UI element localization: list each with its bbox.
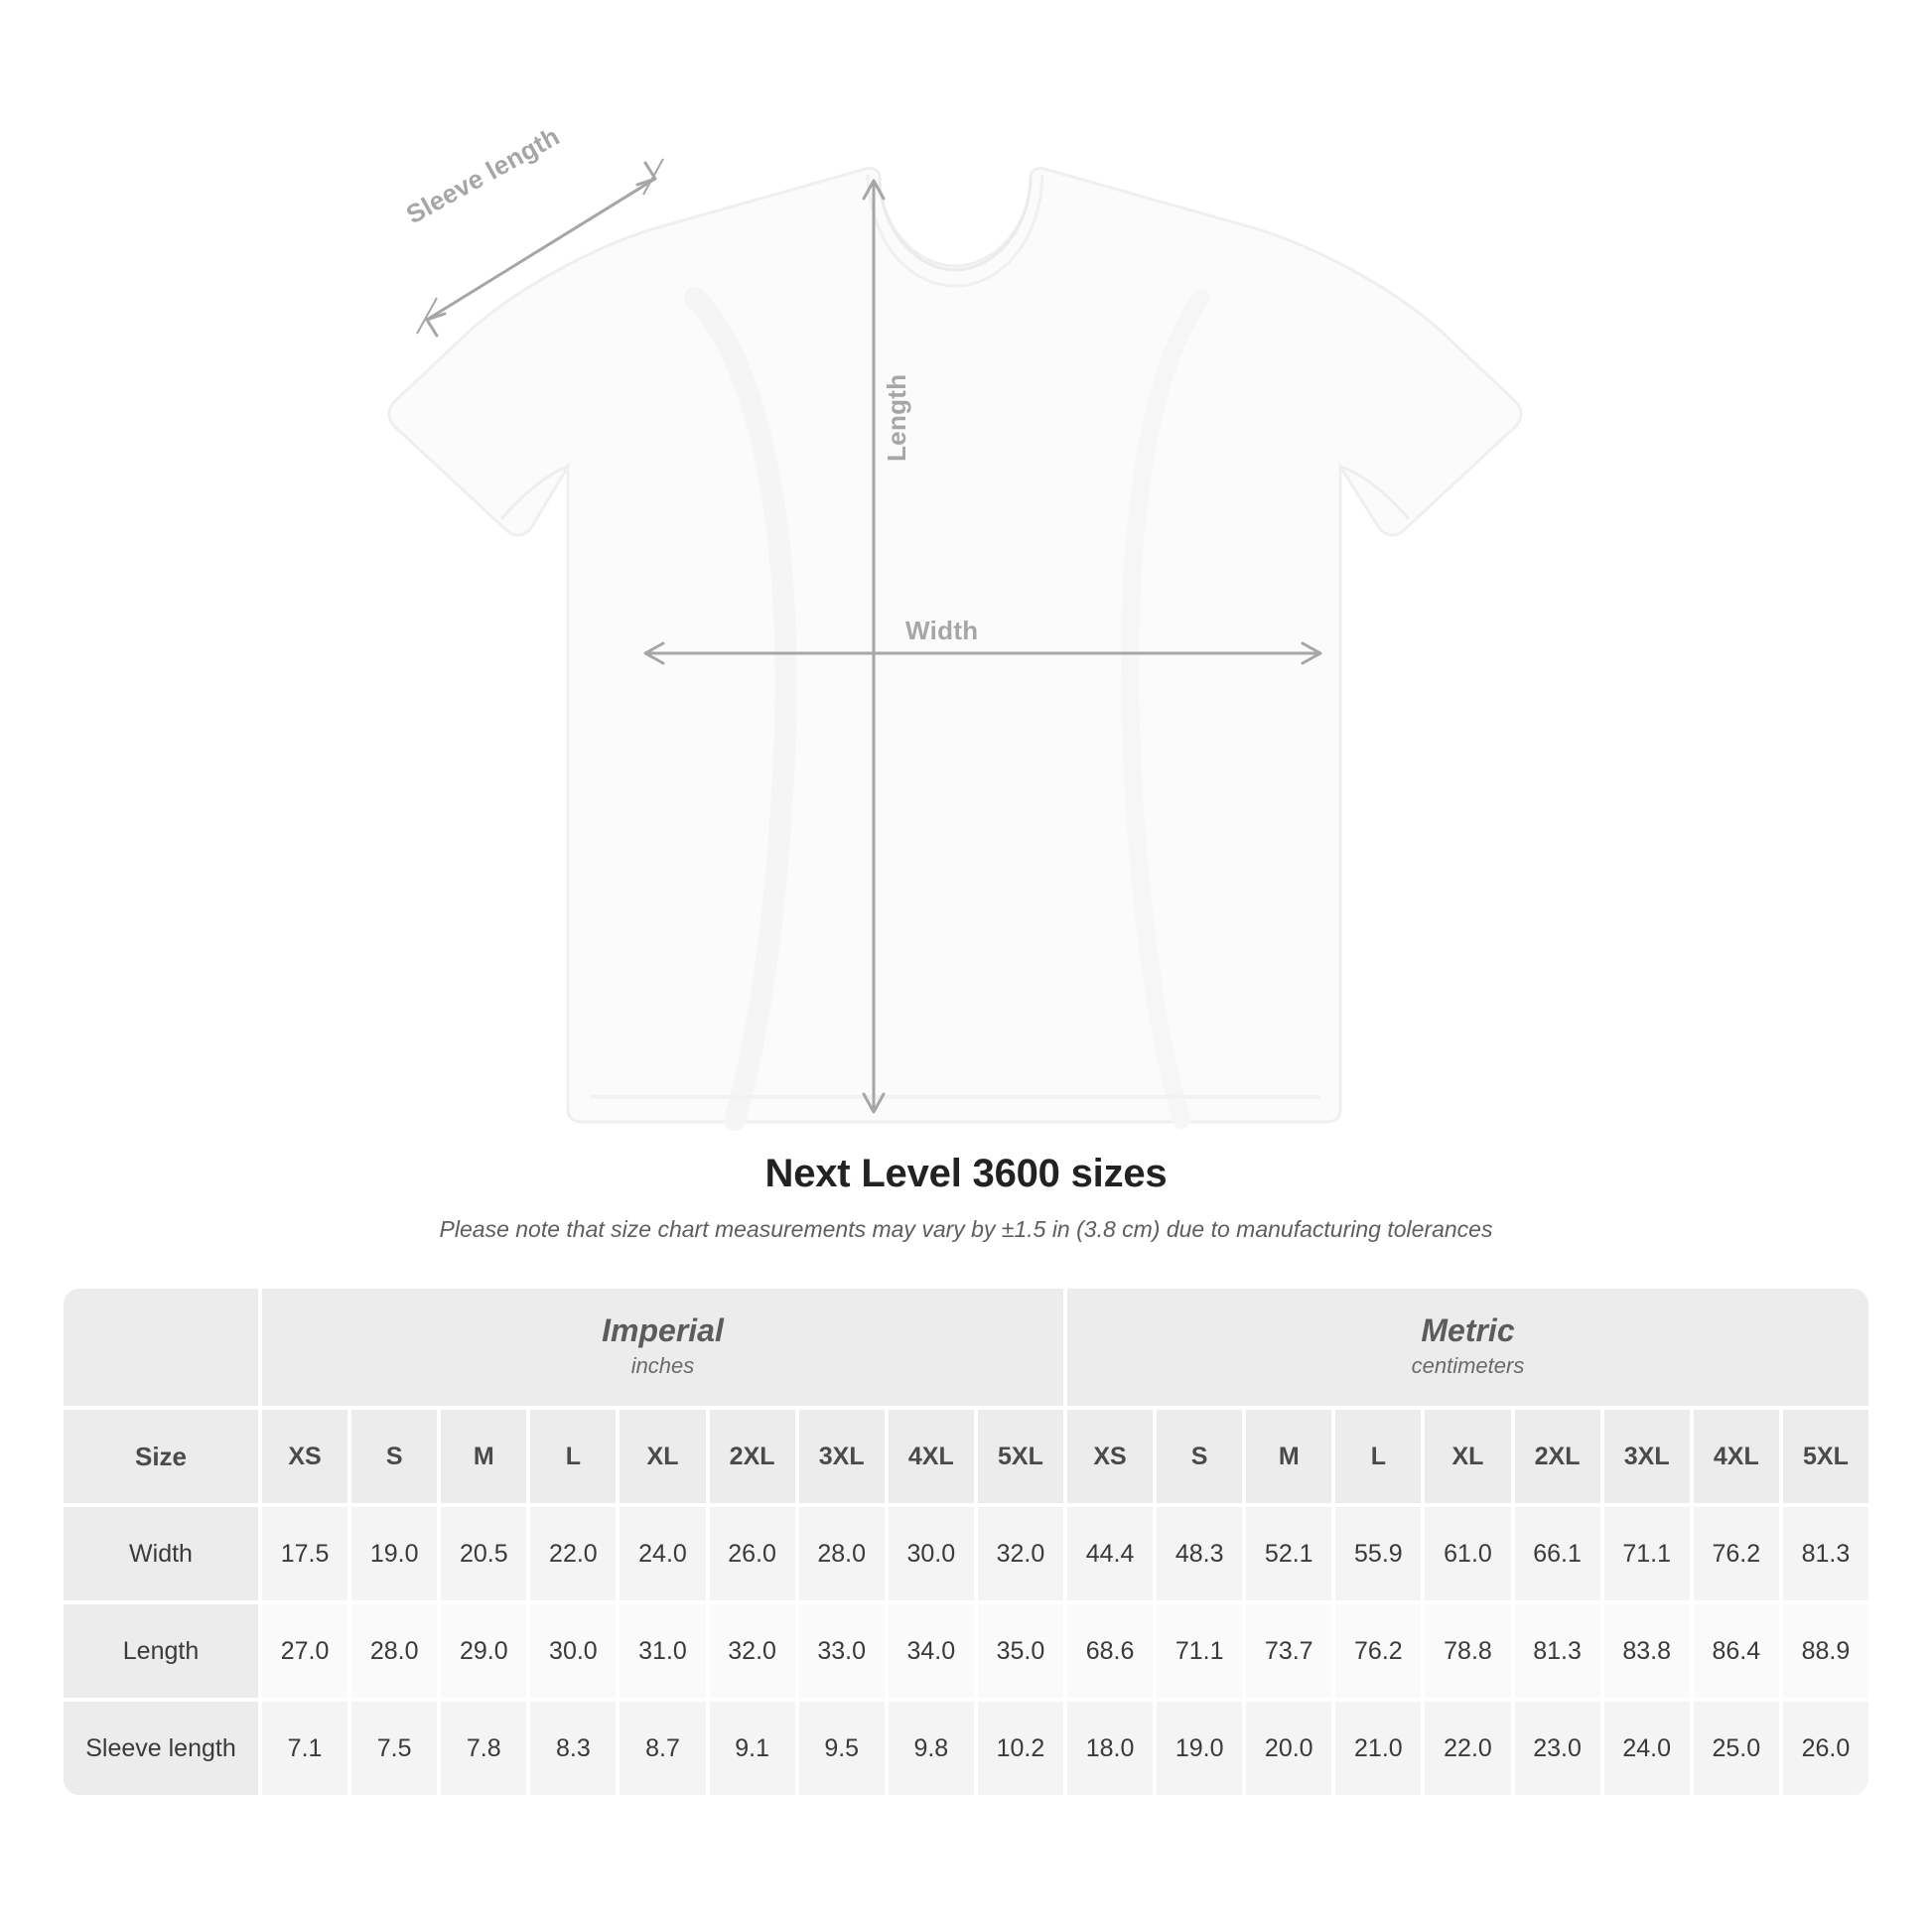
cell-sleeve-imp-0: 7.1: [260, 1700, 349, 1797]
cell-sleeve-met-5: 23.0: [1513, 1700, 1602, 1797]
cell-sleeve-met-1: 19.0: [1155, 1700, 1244, 1797]
size-table: [62, 1287, 1870, 1797]
table-row: [62, 1700, 1870, 1797]
size-header-imp-0: XS: [260, 1408, 349, 1505]
unit-name-metric: Metric: [1421, 1312, 1515, 1349]
size-table-wrapper: [62, 1287, 1870, 1797]
size-header-imp-2: M: [439, 1408, 528, 1505]
cell-width-imp-5: 26.0: [708, 1505, 797, 1602]
cell-width-met-8: 81.3: [1781, 1505, 1870, 1602]
cell-sleeve-met-6: 24.0: [1602, 1700, 1692, 1797]
cell-width-met-5: 66.1: [1513, 1505, 1602, 1602]
cell-sleeve-met-4: 22.0: [1423, 1700, 1512, 1797]
length-label: Length: [882, 373, 911, 462]
row-label-sleeve-length: Sleeve length: [62, 1700, 260, 1797]
cell-width-met-4: 61.0: [1423, 1505, 1512, 1602]
cell-sleeve-imp-8: 10.2: [976, 1700, 1065, 1797]
cell-sleeve-imp-5: 9.1: [708, 1700, 797, 1797]
units-header-row: [62, 1287, 1870, 1408]
cell-sleeve-imp-6: 9.5: [797, 1700, 887, 1797]
cell-width-met-1: 48.3: [1155, 1505, 1244, 1602]
cell-sleeve-imp-3: 8.3: [528, 1700, 618, 1797]
cell-width-imp-0: 17.5: [260, 1505, 349, 1602]
width-label: Width: [905, 616, 979, 645]
cell-length-met-0: 68.6: [1065, 1602, 1155, 1700]
size-header-imp-7: 4XL: [887, 1408, 976, 1505]
cell-width-met-0: 44.4: [1065, 1505, 1155, 1602]
cell-width-imp-4: 24.0: [618, 1505, 707, 1602]
cell-length-met-4: 78.8: [1423, 1602, 1512, 1700]
cell-length-imp-0: 27.0: [260, 1602, 349, 1700]
unit-sub-imperial: inches: [630, 1352, 695, 1378]
cell-length-imp-7: 34.0: [887, 1602, 976, 1700]
cell-length-met-3: 76.2: [1333, 1602, 1423, 1700]
cell-length-met-8: 88.9: [1781, 1602, 1870, 1700]
size-header-met-5: 2XL: [1513, 1408, 1602, 1505]
cell-length-met-7: 86.4: [1692, 1602, 1781, 1700]
cell-sleeve-imp-4: 8.7: [618, 1700, 707, 1797]
unit-sub-metric: centimeters: [1411, 1352, 1525, 1378]
cell-length-met-6: 83.8: [1602, 1602, 1692, 1700]
row-label-length: Length: [62, 1602, 260, 1700]
size-header-imp-8: 5XL: [976, 1408, 1065, 1505]
size-header-imp-5: 2XL: [708, 1408, 797, 1505]
cell-width-imp-7: 30.0: [887, 1505, 976, 1602]
cell-length-met-2: 73.7: [1244, 1602, 1333, 1700]
cell-sleeve-imp-7: 9.8: [887, 1700, 976, 1797]
size-header-imp-4: XL: [618, 1408, 707, 1505]
size-header-met-3: L: [1333, 1408, 1423, 1505]
size-header-met-7: 4XL: [1692, 1408, 1781, 1505]
corner-cell: [62, 1287, 260, 1408]
cell-width-imp-6: 28.0: [797, 1505, 887, 1602]
table-row: [62, 1602, 1870, 1700]
size-header-met-2: M: [1244, 1408, 1333, 1505]
cell-length-met-1: 71.1: [1155, 1602, 1244, 1700]
cell-length-imp-4: 31.0: [618, 1602, 707, 1700]
title-block: [0, 1152, 1932, 1243]
table-row: [62, 1505, 1870, 1602]
size-header-label: Size: [62, 1408, 260, 1505]
size-header-met-1: S: [1155, 1408, 1244, 1505]
unit-name-imperial: Imperial: [602, 1312, 724, 1349]
cell-width-met-3: 55.9: [1333, 1505, 1423, 1602]
cell-width-met-2: 52.1: [1244, 1505, 1333, 1602]
cell-width-met-7: 76.2: [1692, 1505, 1781, 1602]
size-header-met-8: 5XL: [1781, 1408, 1870, 1505]
cell-width-imp-8: 32.0: [976, 1505, 1065, 1602]
cell-sleeve-imp-1: 7.5: [349, 1700, 439, 1797]
unit-header-metric: [1065, 1287, 1870, 1408]
cell-sleeve-met-3: 21.0: [1333, 1700, 1423, 1797]
size-header-imp-1: S: [349, 1408, 439, 1505]
unit-header-imperial: [260, 1287, 1065, 1408]
size-header-met-0: XS: [1065, 1408, 1155, 1505]
cell-sleeve-met-2: 20.0: [1244, 1700, 1333, 1797]
cell-sleeve-met-8: 26.0: [1781, 1700, 1870, 1797]
cell-length-imp-5: 32.0: [708, 1602, 797, 1700]
page-title: Next Level 3600 sizes: [764, 1152, 1168, 1195]
cell-width-imp-2: 20.5: [439, 1505, 528, 1602]
size-header-imp-6: 3XL: [797, 1408, 887, 1505]
cell-length-met-5: 81.3: [1513, 1602, 1602, 1700]
cell-sleeve-imp-2: 7.8: [439, 1700, 528, 1797]
cell-sleeve-met-0: 18.0: [1065, 1700, 1155, 1797]
cell-length-imp-8: 35.0: [976, 1602, 1065, 1700]
cell-sleeve-met-7: 25.0: [1692, 1700, 1781, 1797]
cell-width-imp-3: 22.0: [528, 1505, 618, 1602]
sleeve-length-label: Sleeve length: [401, 120, 565, 230]
size-header-imp-3: L: [528, 1408, 618, 1505]
cell-width-imp-1: 19.0: [349, 1505, 439, 1602]
cell-width-met-6: 71.1: [1602, 1505, 1692, 1602]
cell-length-imp-6: 33.0: [797, 1602, 887, 1700]
size-header-met-4: XL: [1423, 1408, 1512, 1505]
cell-length-imp-1: 28.0: [349, 1602, 439, 1700]
tolerance-note: Please note that size chart measurements may vary by ±1.5 in (3.8 cm) due to manufacturing tolerances: [439, 1216, 1493, 1242]
row-label-width: Width: [62, 1505, 260, 1602]
cell-length-imp-3: 30.0: [528, 1602, 618, 1700]
size-header-met-6: 3XL: [1602, 1408, 1692, 1505]
cell-length-imp-2: 29.0: [439, 1602, 528, 1700]
size-header-row: [62, 1408, 1870, 1505]
